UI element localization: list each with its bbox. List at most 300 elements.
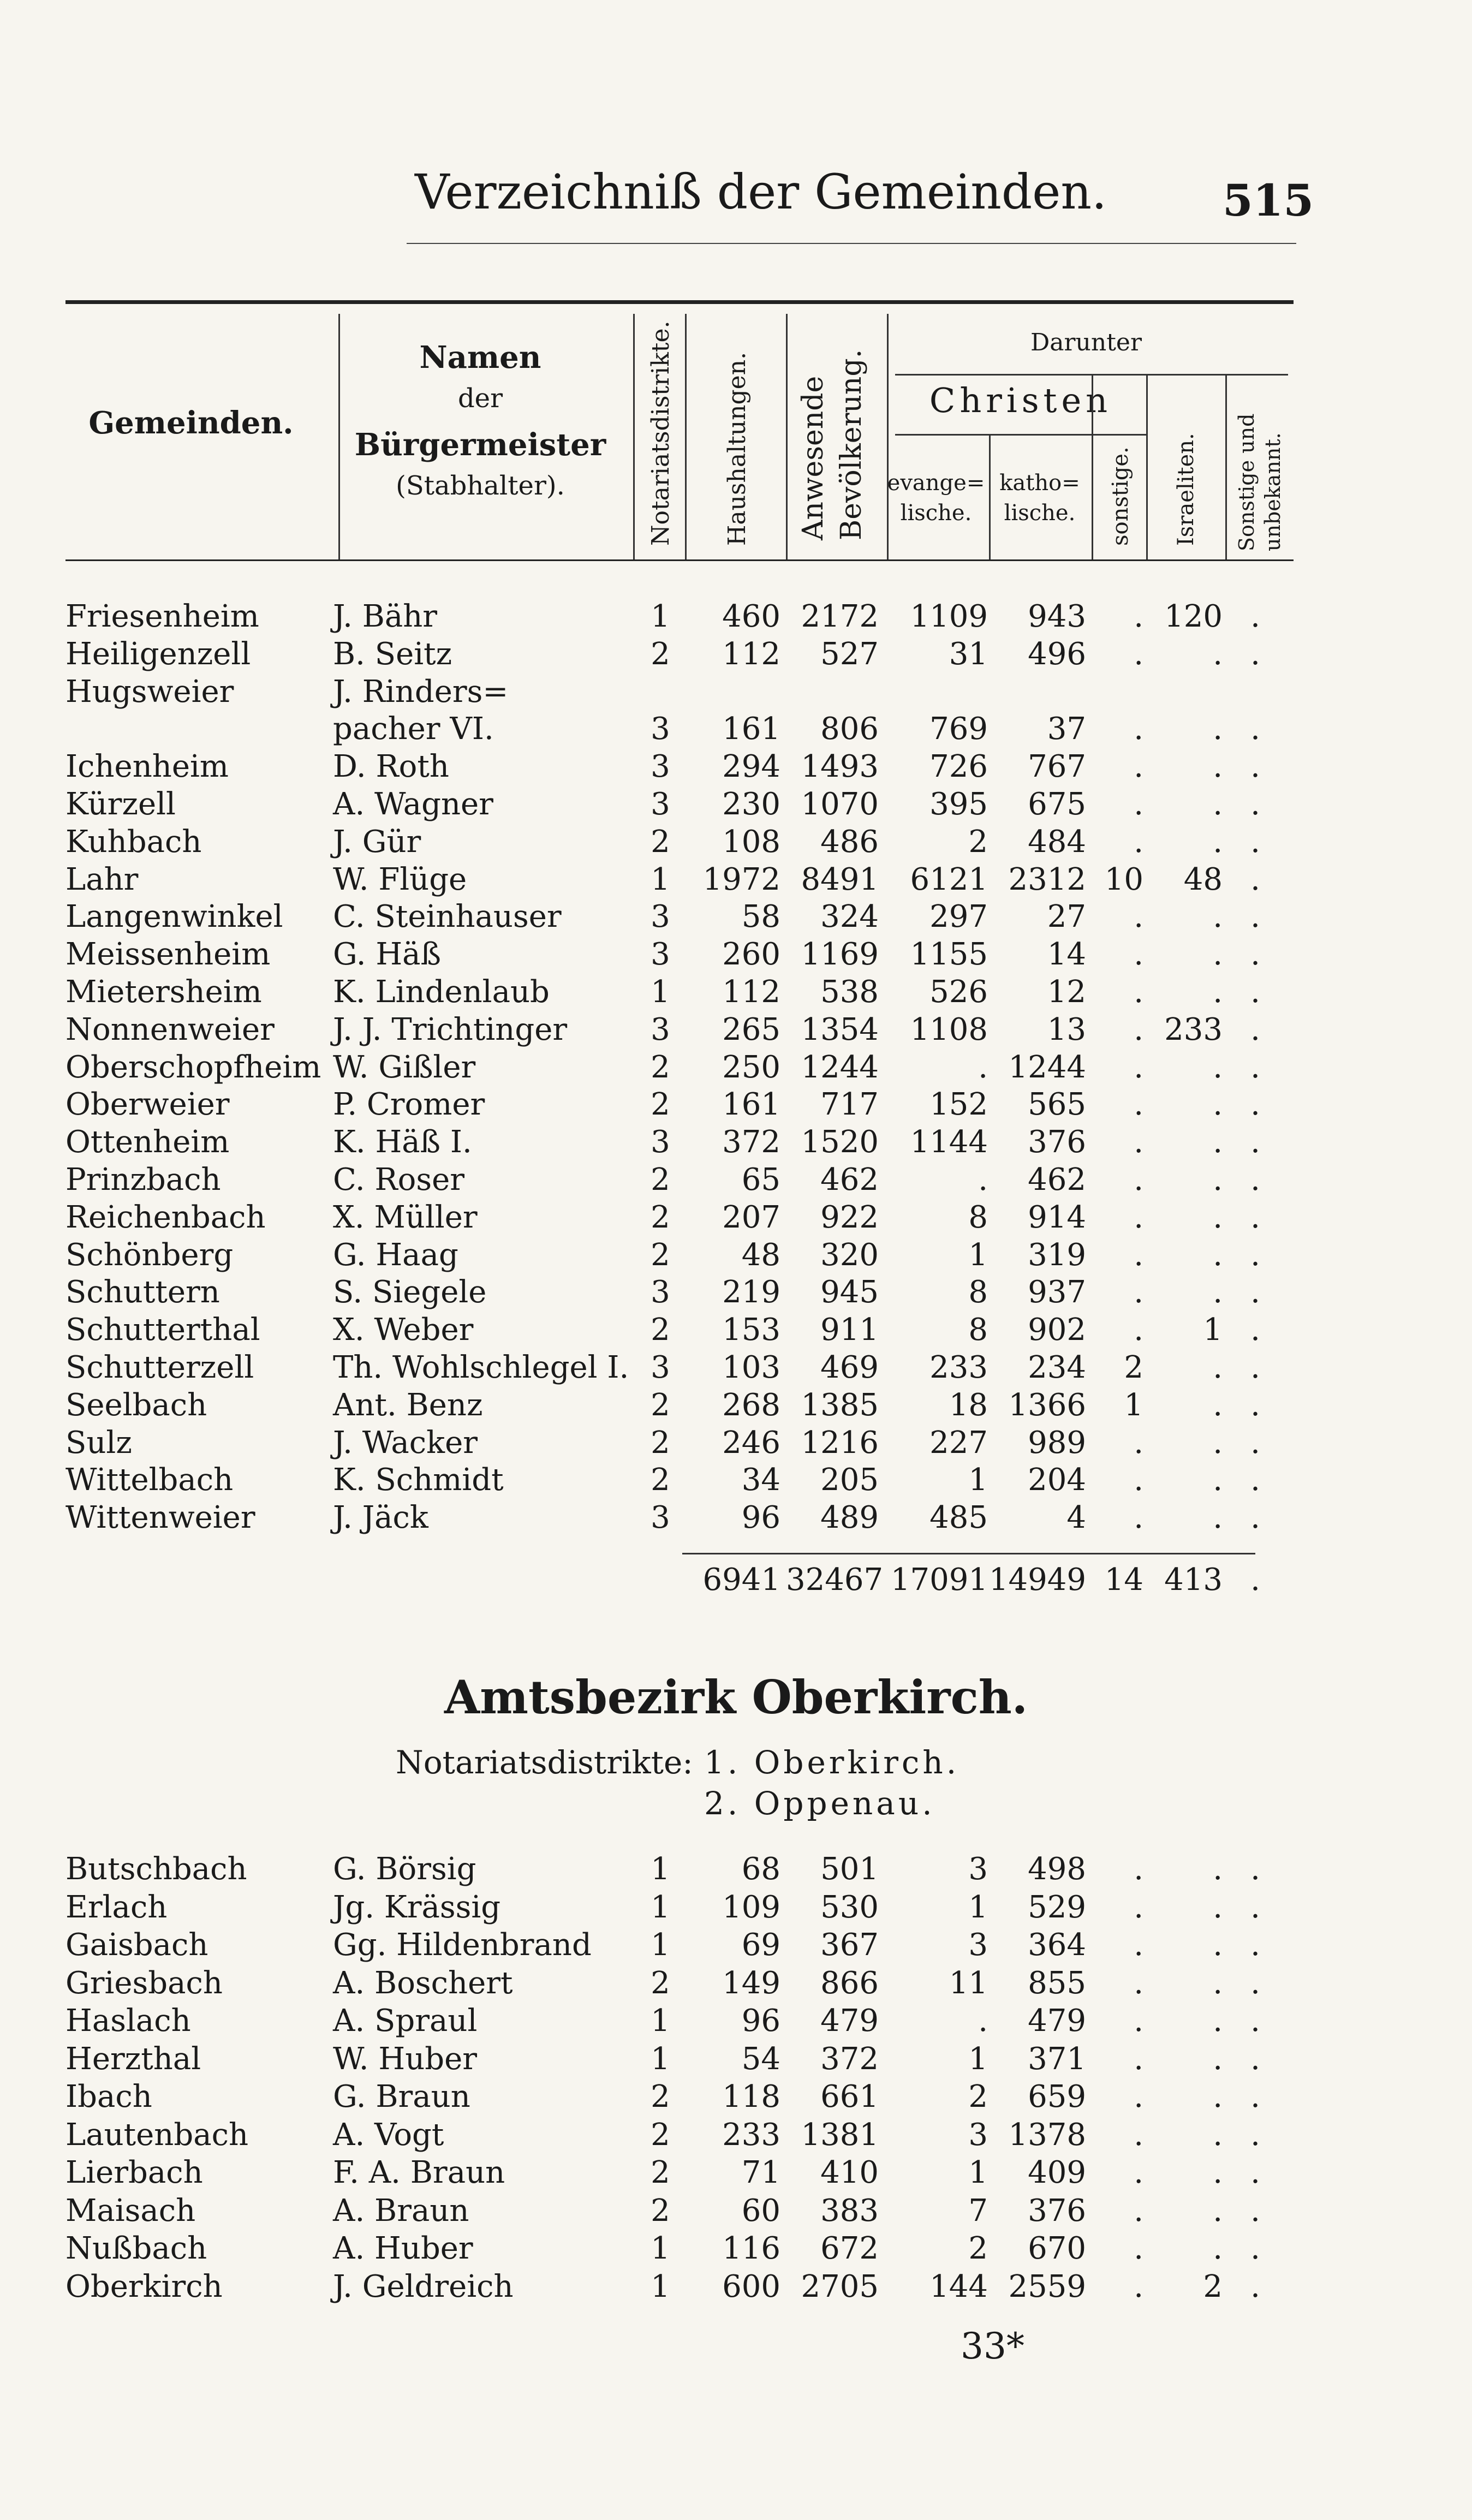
cell-katholische: 37: [1047, 711, 1086, 747]
total-haushaltungen: 6941: [702, 1562, 780, 1598]
header-haushaltungen: Haushaltungen.: [723, 352, 751, 546]
cell-katholische: 13: [1047, 1011, 1086, 1047]
cell-bevoelkerung: 8491: [801, 861, 879, 897]
cell-unbekannt: .: [1250, 1199, 1260, 1235]
header-israeliten: Israeliten.: [1173, 433, 1199, 546]
cell-buergermeister: pacher VI.: [333, 711, 494, 747]
table-row: [0, 748, 1472, 786]
cell-notariat: 1: [651, 2041, 670, 2077]
cell-buergermeister: Th. Wohlschlegel I.: [333, 1350, 629, 1385]
header-notariat: Notariatsdistrikte.: [647, 320, 675, 546]
cell-evangelische: 8: [968, 1312, 988, 1348]
header-evangelische-1: evange=: [887, 470, 985, 496]
table-row: [0, 1461, 1472, 1499]
cell-evangelische: 2: [968, 2079, 988, 2114]
cell-israeliten: .: [1213, 711, 1223, 747]
cell-bevoelkerung: 383: [820, 2193, 879, 2229]
cell-katholische: 496: [1028, 636, 1086, 672]
cell-israeliten: 48: [1183, 861, 1223, 897]
cell-unbekannt: .: [1250, 1162, 1260, 1198]
cell-gemeinde: Meissenheim: [65, 937, 271, 973]
cell-katholische: 2559: [1008, 2268, 1086, 2304]
cell-haushaltungen: 153: [722, 1312, 780, 1348]
header-christen: Christen: [929, 380, 1112, 420]
table-row: [0, 2116, 1472, 2154]
column-divider: [989, 434, 991, 559]
table-row: [0, 898, 1472, 936]
cell-buergermeister: D. Roth: [333, 749, 449, 785]
cell-haushaltungen: 460: [722, 599, 780, 634]
table-row: [0, 1273, 1472, 1312]
cell-sonstige: .: [1134, 1237, 1143, 1273]
cell-buergermeister: A. Boschert: [333, 1965, 513, 2001]
cell-gemeinde: Sulz: [65, 1425, 132, 1461]
cell-notariat: 3: [651, 711, 670, 747]
table-row: [0, 1199, 1472, 1237]
cell-unbekannt: .: [1250, 1965, 1260, 2001]
cell-israeliten: .: [1213, 1851, 1223, 1887]
cell-gemeinde: Heiligenzell: [65, 636, 251, 672]
cell-haushaltungen: 161: [722, 1087, 780, 1123]
cell-evangelische: .: [978, 1162, 988, 1198]
cell-haushaltungen: 246: [722, 1425, 780, 1461]
cell-notariat: 2: [651, 1087, 670, 1123]
cell-katholische: 670: [1028, 2231, 1086, 2266]
cell-notariat: 1: [651, 2268, 670, 2304]
cell-sonstige: .: [1134, 711, 1143, 747]
cell-katholische: 529: [1028, 1889, 1086, 1925]
cell-bevoelkerung: 486: [820, 824, 879, 860]
cell-notariat: 2: [651, 1237, 670, 1273]
cell-haushaltungen: 250: [722, 1049, 780, 1085]
cell-unbekannt: .: [1250, 2231, 1260, 2266]
cell-buergermeister: J. Wacker: [333, 1425, 478, 1461]
cell-sonstige: .: [1134, 599, 1143, 634]
cell-notariat: 2: [651, 1425, 670, 1461]
table-row: [0, 2002, 1472, 2040]
cell-unbekannt: .: [1250, 2117, 1260, 2153]
cell-sonstige: .: [1134, 1851, 1143, 1887]
cell-haushaltungen: 219: [722, 1274, 780, 1310]
cell-sonstige: .: [1134, 824, 1143, 860]
cell-bevoelkerung: 489: [820, 1500, 879, 1536]
cell-israeliten: .: [1213, 1162, 1223, 1198]
cell-sonstige: 10: [1104, 861, 1143, 897]
cell-bevoelkerung: 324: [820, 899, 879, 935]
cell-buergermeister: A. Spraul: [333, 2003, 478, 2039]
cell-israeliten: .: [1213, 899, 1223, 935]
cell-evangelische: 2: [968, 824, 988, 860]
cell-katholische: 479: [1028, 2003, 1086, 2039]
cell-haushaltungen: 1972: [702, 861, 780, 897]
cell-israeliten: .: [1213, 2079, 1223, 2114]
cell-haushaltungen: 96: [741, 1500, 780, 1536]
cell-bevoelkerung: 717: [820, 1087, 879, 1123]
cell-sonstige: .: [1134, 974, 1143, 1010]
table-row: [0, 1964, 1472, 2003]
cell-katholische: 1378: [1008, 2117, 1086, 2153]
cell-unbekannt: .: [1250, 2155, 1260, 2190]
cell-buergermeister: X. Müller: [333, 1199, 478, 1235]
cell-bevoelkerung: 672: [820, 2231, 879, 2266]
cell-evangelische: 144: [929, 2268, 988, 2304]
cell-katholische: 767: [1028, 749, 1086, 785]
cell-katholische: 319: [1028, 1237, 1086, 1273]
cell-unbekannt: .: [1250, 2003, 1260, 2039]
cell-haushaltungen: 68: [741, 1851, 780, 1887]
cell-israeliten: .: [1213, 2003, 1223, 2039]
cell-buergermeister: G. Börsig: [333, 1851, 476, 1887]
cell-haushaltungen: 54: [741, 2041, 780, 2077]
header-bevoelkerung-1: Anwesende: [797, 376, 830, 540]
cell-buergermeister: P. Cromer: [333, 1087, 485, 1123]
table-row: [0, 1011, 1472, 1049]
cell-unbekannt: .: [1250, 1425, 1260, 1461]
totals-row: [0, 1561, 1472, 1599]
cell-gemeinde: Kürzell: [65, 787, 176, 822]
cell-sonstige: .: [1134, 636, 1143, 672]
cell-katholische: 937: [1028, 1274, 1086, 1310]
cell-evangelische: 395: [929, 787, 988, 822]
table-row: [0, 1386, 1472, 1425]
cell-israeliten: .: [1213, 1889, 1223, 1925]
cell-evangelische: 3: [968, 2117, 988, 2153]
cell-haushaltungen: 96: [741, 2003, 780, 2039]
cell-notariat: 2: [651, 1312, 670, 1348]
cell-haushaltungen: 207: [722, 1199, 780, 1235]
table-row: [0, 2268, 1472, 2306]
cell-sonstige: .: [1134, 1199, 1143, 1235]
column-divider: [1225, 374, 1227, 559]
column-divider: [633, 314, 635, 559]
cell-unbekannt: .: [1250, 1274, 1260, 1310]
cell-notariat: 2: [651, 2193, 670, 2229]
cell-sonstige: .: [1134, 1965, 1143, 2001]
cell-sonstige: .: [1134, 2117, 1143, 2153]
cell-unbekannt: .: [1250, 2041, 1260, 2077]
cell-evangelische: 7: [968, 2193, 988, 2229]
cell-evangelische: 233: [929, 1350, 988, 1385]
cell-katholische: 12: [1047, 974, 1086, 1010]
cell-gemeinde: Herzthal: [65, 2041, 201, 2077]
cell-notariat: 3: [651, 1350, 670, 1385]
cell-israeliten: .: [1213, 937, 1223, 973]
cell-unbekannt: .: [1250, 2268, 1260, 2304]
cell-notariat: 2: [651, 636, 670, 672]
cell-israeliten: 2: [1203, 2268, 1223, 2304]
cell-bevoelkerung: 661: [820, 2079, 879, 2114]
cell-katholische: 462: [1028, 1162, 1086, 1198]
cell-buergermeister: G. Häß: [333, 937, 441, 973]
cell-sonstige: .: [1134, 1425, 1143, 1461]
cell-israeliten: .: [1213, 1927, 1223, 1963]
cell-notariat: 3: [651, 1500, 670, 1536]
cell-unbekannt: .: [1250, 974, 1260, 1010]
header-katholische-1: katho=: [999, 470, 1080, 496]
table-row: [0, 936, 1472, 974]
cell-evangelische: 152: [929, 1087, 988, 1123]
cell-bevoelkerung: 866: [820, 1965, 879, 2001]
cell-bevoelkerung: 2705: [801, 2268, 879, 2304]
table-row: [0, 1850, 1472, 1888]
column-divider: [685, 314, 687, 559]
cell-bevoelkerung: 1520: [801, 1124, 879, 1160]
cell-gemeinde: Haslach: [65, 2003, 191, 2039]
cell-notariat: 3: [651, 899, 670, 935]
cell-katholische: 902: [1028, 1312, 1086, 1348]
cell-katholische: 989: [1028, 1425, 1086, 1461]
cell-haushaltungen: 118: [722, 2079, 780, 2114]
cell-unbekannt: .: [1250, 1851, 1260, 1887]
notariat-district-1: 1. Oberkirch.: [704, 1744, 960, 1781]
cell-bevoelkerung: 806: [820, 711, 879, 747]
cell-haushaltungen: 58: [741, 899, 780, 935]
cell-haushaltungen: 600: [722, 2268, 780, 2304]
cell-israeliten: .: [1213, 636, 1223, 672]
cell-bevoelkerung: 410: [820, 2155, 879, 2190]
cell-gemeinde: Ibach: [65, 2079, 152, 2114]
cell-haushaltungen: 116: [722, 2231, 780, 2266]
cell-buergermeister: J. J. Trichtinger: [333, 1011, 568, 1047]
cell-bevoelkerung: 1385: [801, 1387, 879, 1423]
cell-israeliten: 120: [1164, 599, 1223, 634]
cell-bevoelkerung: 1381: [801, 2117, 879, 2153]
cell-evangelische: 1155: [910, 937, 988, 973]
cell-buergermeister: A. Braun: [333, 2193, 469, 2229]
header-unbekannt-2: unbekannt.: [1261, 432, 1285, 551]
cell-katholische: 27: [1047, 899, 1086, 935]
table-row: [0, 861, 1472, 899]
cell-evangelische: 8: [968, 1274, 988, 1310]
cell-katholische: 234: [1028, 1350, 1086, 1385]
header-evangelische-2: lische.: [900, 501, 972, 526]
table-row: [0, 785, 1472, 824]
column-divider: [1146, 374, 1148, 559]
cell-sonstige: .: [1134, 1889, 1143, 1925]
table-header-rule: [65, 559, 1294, 561]
cell-buergermeister: K. Häß I.: [333, 1124, 472, 1160]
table-row: [0, 1161, 1472, 1199]
cell-buergermeister: S. Siegele: [333, 1274, 487, 1310]
cell-notariat: 2: [651, 1387, 670, 1423]
cell-gemeinde: Schuttern: [65, 1274, 220, 1310]
column-divider: [1092, 374, 1093, 559]
cell-katholische: 484: [1028, 824, 1086, 860]
cell-bevoelkerung: 1070: [801, 787, 879, 822]
cell-gemeinde: Lautenbach: [65, 2117, 249, 2153]
cell-bevoelkerung: 205: [820, 1462, 879, 1498]
cell-haushaltungen: 268: [722, 1387, 780, 1423]
total-unbekannt: .: [1250, 1562, 1260, 1598]
cell-gemeinde: Oberschopfheim: [65, 1049, 321, 1085]
header-gemeinden: Gemeinden.: [88, 405, 294, 441]
cell-notariat: 1: [651, 1889, 670, 1925]
cell-bevoelkerung: 530: [820, 1889, 879, 1925]
cell-bevoelkerung: 372: [820, 2041, 879, 2077]
cell-evangelische: 2: [968, 2231, 988, 2266]
table-row: [0, 1349, 1472, 1387]
cell-israeliten: .: [1213, 824, 1223, 860]
cell-katholische: 204: [1028, 1462, 1086, 1498]
cell-unbekannt: .: [1250, 1387, 1260, 1423]
cell-israeliten: 1: [1203, 1312, 1223, 1348]
cell-haushaltungen: 294: [722, 749, 780, 785]
cell-gemeinde: Ottenheim: [65, 1124, 230, 1160]
christen-rule: [895, 434, 1146, 436]
cell-evangelische: 726: [929, 749, 988, 785]
column-divider: [338, 314, 340, 559]
cell-buergermeister: J. Rinders=: [333, 674, 509, 710]
cell-israeliten: .: [1213, 787, 1223, 822]
cell-gemeinde: Hugsweier: [65, 674, 234, 710]
cell-gemeinde: Lahr: [65, 861, 139, 897]
cell-bevoelkerung: 2172: [801, 599, 879, 634]
cell-katholische: 855: [1028, 1965, 1086, 2001]
cell-sonstige: .: [1134, 2231, 1143, 2266]
cell-katholische: 565: [1028, 1087, 1086, 1123]
cell-evangelische: 31: [949, 636, 988, 672]
cell-katholische: 14: [1047, 937, 1086, 973]
table-row: [0, 635, 1472, 674]
cell-unbekannt: .: [1250, 861, 1260, 897]
cell-buergermeister: W. Huber: [333, 2041, 478, 2077]
cell-sonstige: .: [1134, 1274, 1143, 1310]
cell-gemeinde: Wittenweier: [65, 1500, 255, 1536]
cell-gemeinde: Oberweier: [65, 1087, 230, 1123]
cell-unbekannt: .: [1250, 1237, 1260, 1273]
table-row: [0, 2040, 1472, 2078]
cell-sonstige: 2: [1124, 1350, 1143, 1385]
cell-evangelische: 1109: [910, 599, 988, 634]
cell-gemeinde: Griesbach: [65, 1965, 223, 2001]
total-evangelische: 17091: [890, 1562, 988, 1598]
cell-evangelische: 227: [929, 1425, 988, 1461]
cell-evangelische: 3: [968, 1927, 988, 1963]
cell-haushaltungen: 103: [722, 1350, 780, 1385]
table-row: [0, 1926, 1472, 1964]
cell-bevoelkerung: 1216: [801, 1425, 879, 1461]
cell-sonstige: .: [1134, 2155, 1143, 2190]
cell-buergermeister: J. Jäck: [333, 1500, 428, 1536]
cell-gemeinde: Nonnenweier: [65, 1011, 275, 1047]
cell-sonstige: .: [1134, 2268, 1143, 2304]
cell-notariat: 2: [651, 1462, 670, 1498]
cell-haushaltungen: 109: [722, 1889, 780, 1925]
totals-rule: [682, 1553, 1255, 1554]
running-title: Verzeichniß der Gemeinden.: [415, 164, 1107, 220]
header-namen-1: Namen: [419, 339, 541, 376]
cell-notariat: 1: [651, 1927, 670, 1963]
cell-gemeinde: Mietersheim: [65, 974, 262, 1010]
cell-sonstige: .: [1134, 1162, 1143, 1198]
cell-sonstige: .: [1134, 1312, 1143, 1348]
cell-bevoelkerung: 501: [820, 1851, 879, 1887]
cell-evangelische: .: [978, 2003, 988, 2039]
header-sonstige: sonstige.: [1108, 446, 1133, 546]
cell-bevoelkerung: 911: [820, 1312, 879, 1348]
cell-israeliten: .: [1213, 974, 1223, 1010]
cell-notariat: 2: [651, 1199, 670, 1235]
cell-buergermeister: C. Roser: [333, 1162, 464, 1198]
cell-notariat: 3: [651, 749, 670, 785]
cell-unbekannt: .: [1250, 787, 1260, 822]
cell-israeliten: .: [1213, 1049, 1223, 1085]
cell-bevoelkerung: 1169: [801, 937, 879, 973]
cell-israeliten: .: [1213, 1274, 1223, 1310]
cell-katholische: 4: [1066, 1500, 1086, 1536]
cell-gemeinde: Prinzbach: [65, 1162, 221, 1198]
cell-katholische: 675: [1028, 787, 1086, 822]
cell-notariat: 2: [651, 1049, 670, 1085]
cell-gemeinde: Gaisbach: [65, 1927, 208, 1963]
cell-bevoelkerung: 320: [820, 1237, 879, 1273]
cell-sonstige: .: [1134, 1462, 1143, 1498]
cell-evangelische: 1: [968, 1237, 988, 1273]
total-israeliten: 413: [1164, 1562, 1223, 1598]
cell-israeliten: .: [1213, 2041, 1223, 2077]
cell-buergermeister: Ant. Benz: [333, 1387, 483, 1423]
cell-evangelische: 1: [968, 2155, 988, 2190]
page-number: 515: [1223, 175, 1314, 226]
cell-unbekannt: .: [1250, 1500, 1260, 1536]
cell-notariat: 3: [651, 1274, 670, 1310]
cell-buergermeister: Gg. Hildenbrand: [333, 1927, 592, 1963]
cell-notariat: 1: [651, 599, 670, 634]
cell-israeliten: 233: [1164, 1011, 1223, 1047]
column-divider: [887, 314, 889, 559]
cell-unbekannt: .: [1250, 1011, 1260, 1047]
cell-notariat: 1: [651, 1851, 670, 1887]
cell-unbekannt: .: [1250, 711, 1260, 747]
cell-israeliten: .: [1213, 1965, 1223, 2001]
cell-bevoelkerung: 469: [820, 1350, 879, 1385]
cell-bevoelkerung: 367: [820, 1927, 879, 1963]
cell-notariat: 2: [651, 2155, 670, 2190]
cell-gemeinde: Ichenheim: [65, 749, 229, 785]
cell-haushaltungen: 260: [722, 937, 780, 973]
cell-sonstige: .: [1134, 2079, 1143, 2114]
cell-katholische: 376: [1028, 2193, 1086, 2229]
cell-buergermeister: G. Haag: [333, 1237, 458, 1273]
table-row: [0, 1236, 1472, 1274]
cell-unbekannt: .: [1250, 1350, 1260, 1385]
cell-notariat: 2: [651, 824, 670, 860]
cell-buergermeister: G. Braun: [333, 2079, 470, 2114]
cell-haushaltungen: 34: [741, 1462, 780, 1498]
cell-israeliten: .: [1213, 1500, 1223, 1536]
cell-gemeinde: Kuhbach: [65, 824, 202, 860]
cell-israeliten: .: [1213, 2155, 1223, 2190]
table-row: [0, 598, 1472, 636]
cell-evangelische: 11: [949, 1965, 988, 2001]
section-title: Amtsbezirk Oberkirch.: [444, 1670, 1028, 1724]
cell-evangelische: 1: [968, 1889, 988, 1925]
cell-unbekannt: .: [1250, 1889, 1260, 1925]
header-katholische-2: lische.: [1004, 501, 1076, 526]
cell-sonstige: .: [1134, 2041, 1143, 2077]
table-row: [0, 1311, 1472, 1349]
cell-katholische: 943: [1028, 599, 1086, 634]
table-row: [0, 2192, 1472, 2230]
cell-buergermeister: Jg. Krässig: [333, 1889, 501, 1925]
header-bevoelkerung-2: Bevölkerung.: [835, 349, 868, 540]
total-katholische: 14949: [988, 1562, 1086, 1598]
header-rule: [407, 243, 1296, 244]
cell-haushaltungen: 161: [722, 711, 780, 747]
cell-gemeinde: Schutterthal: [65, 1312, 260, 1348]
cell-katholische: 498: [1028, 1851, 1086, 1887]
cell-unbekannt: .: [1250, 1312, 1260, 1348]
